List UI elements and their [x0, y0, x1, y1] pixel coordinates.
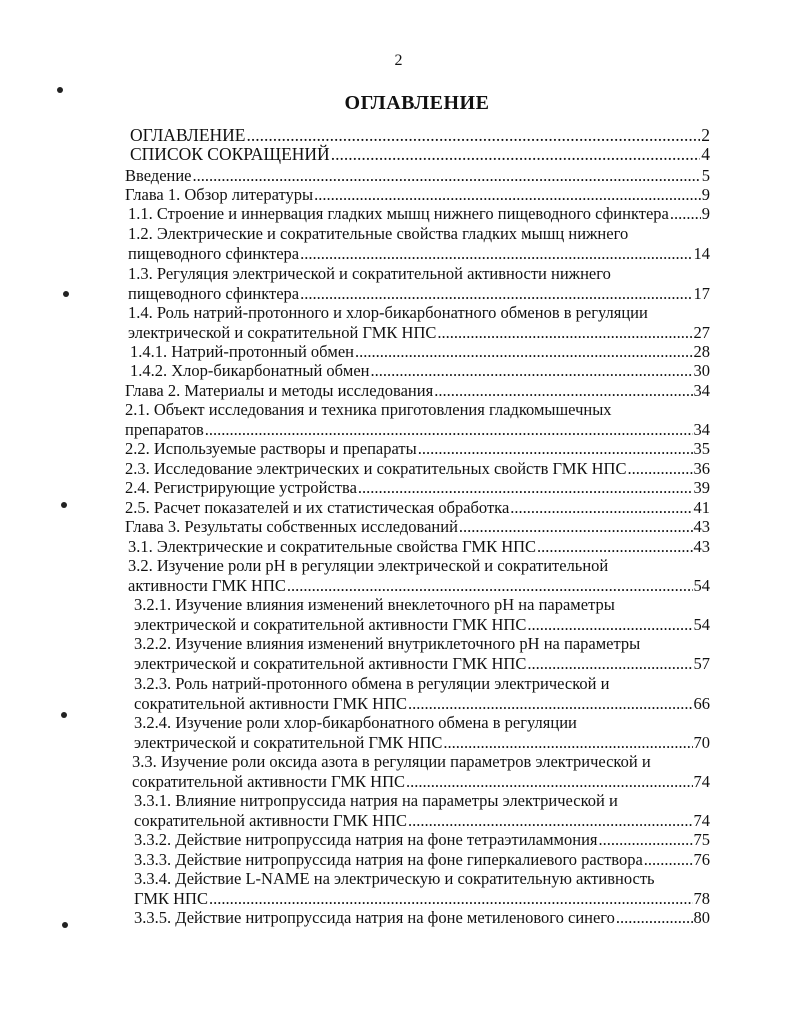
- scan-mark: [57, 87, 63, 93]
- toc-leader-dots: [408, 694, 693, 714]
- toc-entry-text: пищеводного сфинктера: [128, 243, 300, 263]
- toc-entry[interactable]: [134, 850, 710, 870]
- toc-leader-dots: [300, 244, 692, 264]
- toc-entry-text: 3.3.1. Влияние нитропруссида натрия на параметры электрической и: [134, 791, 618, 810]
- toc-entry-text: 3.2.1. Изучение влияния изменений внеклеточного pH на параметры: [134, 595, 615, 614]
- toc-entry-text: 3.3.3. Действие нитропруссида натрия на фоне гиперкалиевого раствора: [134, 850, 643, 869]
- toc-entry[interactable]: [134, 791, 710, 830]
- toc-entry-text: 2.4. Регистрирующие устройства: [125, 478, 357, 497]
- toc-entry-page: 35: [693, 439, 710, 458]
- toc-entry-text: 3.2. Изучение роли pH в регуляции электрической и сократительной: [128, 556, 609, 575]
- toc-leader-dots: [459, 517, 693, 537]
- toc-entry-text: 1.2. Электрические и сократительные свойства гладких мышц нижнего: [128, 224, 629, 243]
- toc-entry-text: сократительной активности ГМК НПС: [134, 693, 407, 713]
- toc-leader-dots: [443, 733, 692, 753]
- toc-entry-page: 39: [693, 478, 710, 497]
- toc-entry-page: 34: [693, 419, 710, 439]
- toc-entry-page: 9: [701, 185, 710, 204]
- toc-entry-page: 4: [701, 144, 710, 164]
- toc-entry-text: сократительной активности ГМК НПС: [134, 810, 407, 830]
- scan-mark: [62, 922, 68, 928]
- toc-entry[interactable]: [134, 595, 710, 634]
- toc-entry-text: 1.3. Регуляция электрической и сократительной активности нижнего: [128, 264, 611, 283]
- toc-entry-page: 80: [693, 908, 710, 927]
- toc-entry-text: Глава 3. Результаты собственных исследований: [125, 517, 458, 536]
- toc-entry[interactable]: [134, 713, 710, 752]
- toc-entry-text: 3.2.4. Изучение роли хлор-бикарбонатного обмена в регуляции: [134, 713, 577, 732]
- toc-entry[interactable]: [125, 185, 710, 205]
- toc-leader-dots: [510, 498, 692, 518]
- toc-entry[interactable]: [125, 381, 710, 401]
- toc-leader-dots: [358, 478, 693, 498]
- toc-leader-dots: [205, 420, 693, 440]
- toc-leader-dots: [406, 772, 693, 792]
- toc-leader-dots: [408, 811, 693, 831]
- toc-entry-page: 78: [693, 888, 710, 908]
- scan-mark: [63, 291, 69, 297]
- toc-entry-text: ОГЛАВЛЕНИЕ: [130, 125, 246, 145]
- toc-entry[interactable]: [125, 400, 710, 439]
- toc-leader-dots: [300, 284, 692, 304]
- toc-entry[interactable]: [125, 498, 710, 518]
- toc-entry-page: 41: [693, 498, 710, 517]
- toc-leader-dots: [355, 342, 692, 362]
- toc-leader-dots: [287, 576, 693, 596]
- toc-entry-page: 75: [693, 830, 710, 849]
- toc-entry[interactable]: [128, 264, 710, 303]
- toc-entry[interactable]: [125, 478, 710, 498]
- toc-entry-text: электрической и сократительной ГМК НПС: [128, 322, 437, 342]
- toc-entry[interactable]: [128, 303, 710, 342]
- toc-leader-dots: [437, 323, 692, 343]
- toc-entry-page: 34: [693, 381, 710, 400]
- toc-leader-dots: [616, 908, 693, 928]
- toc-entry-page: 36: [693, 459, 710, 478]
- toc-entry-text: 1.4.1. Натрий-протонный обмен: [130, 342, 355, 361]
- toc-leader-dots: [537, 537, 692, 557]
- toc-entry-page: 43: [693, 517, 710, 536]
- toc-entry-text: Глава 1. Обзор литературы: [125, 185, 314, 204]
- toc-leader-dots: [527, 654, 692, 674]
- toc-entry-text: электрической и сократительной ГМК НПС: [134, 732, 443, 752]
- toc-entry-text: ГМК НПС: [134, 888, 208, 908]
- toc-leader-dots: [209, 889, 693, 909]
- toc-leader-dots: [314, 185, 701, 205]
- toc-entry-text: 2.1. Объект исследования и техника приготовления гладкомышечных: [125, 400, 612, 419]
- scan-mark: [61, 712, 67, 718]
- toc-entry[interactable]: [132, 752, 710, 791]
- toc-leader-dots: [627, 459, 692, 479]
- toc-entry-text: 3.3.4. Действие L-NAME на электрическую и сократительную активность: [134, 869, 655, 888]
- toc-entry-text: активности ГМК НПС: [128, 575, 286, 595]
- toc-entry-text: СПИСОК СОКРАЩЕНИЙ: [130, 144, 330, 164]
- toc-entry[interactable]: [128, 224, 710, 263]
- toc-entry-text: 2.2. Используемые растворы и препараты: [125, 439, 417, 458]
- toc-entry[interactable]: [130, 145, 710, 165]
- toc-entry-page: 27: [693, 322, 710, 342]
- toc-entry-text: Глава 2. Материалы и методы исследования: [125, 381, 434, 400]
- toc-entry-text: 3.2.2. Изучение влияния изменений внутриклеточного pH на параметры: [134, 634, 641, 653]
- toc-entry[interactable]: [130, 361, 710, 381]
- toc-entry-page: 54: [693, 575, 710, 595]
- toc-entry-text: 3.3. Изучение роли оксида азота в регуляции параметров электрической и: [132, 752, 651, 771]
- toc-leader-dots: [193, 166, 701, 186]
- toc-entry-page: 70: [693, 732, 710, 752]
- toc-entry-page: 28: [693, 342, 710, 361]
- toc-entry-text: Введение: [125, 166, 192, 185]
- toc-entry-page: 43: [693, 537, 710, 556]
- toc-entry-text: 1.1. Строение и иннервация гладких мышц нижнего пищеводного сфинктера: [128, 204, 669, 223]
- toc-entry-text: 3.1. Электрические и сократительные свойства ГМК НПС: [128, 537, 537, 556]
- toc-entry-page: 76: [693, 850, 710, 869]
- toc-leader-dots: [434, 381, 692, 401]
- toc-entry-text: пищеводного сфинктера: [128, 283, 300, 303]
- toc-entry[interactable]: [125, 439, 710, 459]
- toc-leader-dots: [598, 830, 692, 850]
- toc-entry-text: сократительной активности ГМК НПС: [132, 771, 405, 791]
- toc-leader-dots: [670, 204, 701, 224]
- toc-entry[interactable]: [134, 830, 710, 850]
- toc-entry-page: 14: [693, 243, 710, 263]
- toc-entry-text: 3.3.2. Действие нитропруссида натрия на фоне тетраэтиламмония: [134, 830, 598, 849]
- toc-entry-page: 5: [701, 166, 710, 185]
- toc-entry-page: 2: [701, 125, 710, 145]
- toc-entry[interactable]: [128, 537, 710, 557]
- toc-leader-dots: [527, 615, 692, 635]
- toc-entry[interactable]: [130, 126, 710, 146]
- toc-leader-dots: [246, 126, 700, 146]
- toc-leader-dots: [371, 361, 693, 381]
- toc-leader-dots: [418, 439, 693, 459]
- toc-entry-page: 54: [693, 614, 710, 634]
- toc-entry-page: 57: [693, 653, 710, 673]
- toc-entry-text: препаратов: [125, 419, 204, 439]
- toc-entry-text: 2.5. Расчет показателей и их статистическая обработка: [125, 498, 510, 517]
- toc-entry[interactable]: [128, 556, 710, 595]
- toc-entry-text: 3.3.5. Действие нитропруссида натрия на фоне метиленового синего: [134, 908, 615, 927]
- toc-entry-text: 2.3. Исследование электрических и сократительных свойств ГМК НПС: [125, 459, 627, 478]
- toc-entry-page: 74: [693, 810, 710, 830]
- toc-entry-page: 30: [693, 361, 710, 380]
- page-number: 2: [394, 52, 403, 69]
- toc-entry[interactable]: [134, 869, 710, 908]
- toc-entry[interactable]: [128, 204, 710, 224]
- scan-mark: [61, 502, 67, 508]
- toc-entry[interactable]: [134, 674, 710, 713]
- toc-entry-page: 9: [701, 204, 710, 223]
- toc-entry[interactable]: [125, 166, 710, 186]
- toc-entry-text: электрической и сократительной активности ГМК НПС: [134, 653, 527, 673]
- toc-entry-text: электрической и сократительной активности ГМК НПС: [134, 614, 527, 634]
- toc-entry-page: 74: [693, 771, 710, 791]
- toc-entry-text: 1.4.2. Хлор-бикарбонатный обмен: [130, 361, 370, 380]
- toc-entry-page: 66: [693, 693, 710, 713]
- toc-entry[interactable]: [130, 342, 710, 362]
- toc-leader-dots: [644, 850, 693, 870]
- toc-entry[interactable]: [134, 634, 710, 673]
- toc-entry[interactable]: [134, 908, 710, 928]
- toc-leader-dots: [331, 145, 701, 165]
- toc-entry[interactable]: [125, 459, 710, 479]
- toc-title: ОГЛАВЛЕНИЕ: [344, 92, 490, 114]
- toc-entry-text: 1.4. Роль натрий-протонного и хлор-бикарбонатного обменов в регуляции: [128, 303, 648, 322]
- toc-entry-text: 3.2.3. Роль натрий-протонного обмена в регуляции электрической и: [134, 674, 610, 693]
- toc-entry[interactable]: [125, 517, 710, 537]
- toc-entry-page: 17: [693, 283, 710, 303]
